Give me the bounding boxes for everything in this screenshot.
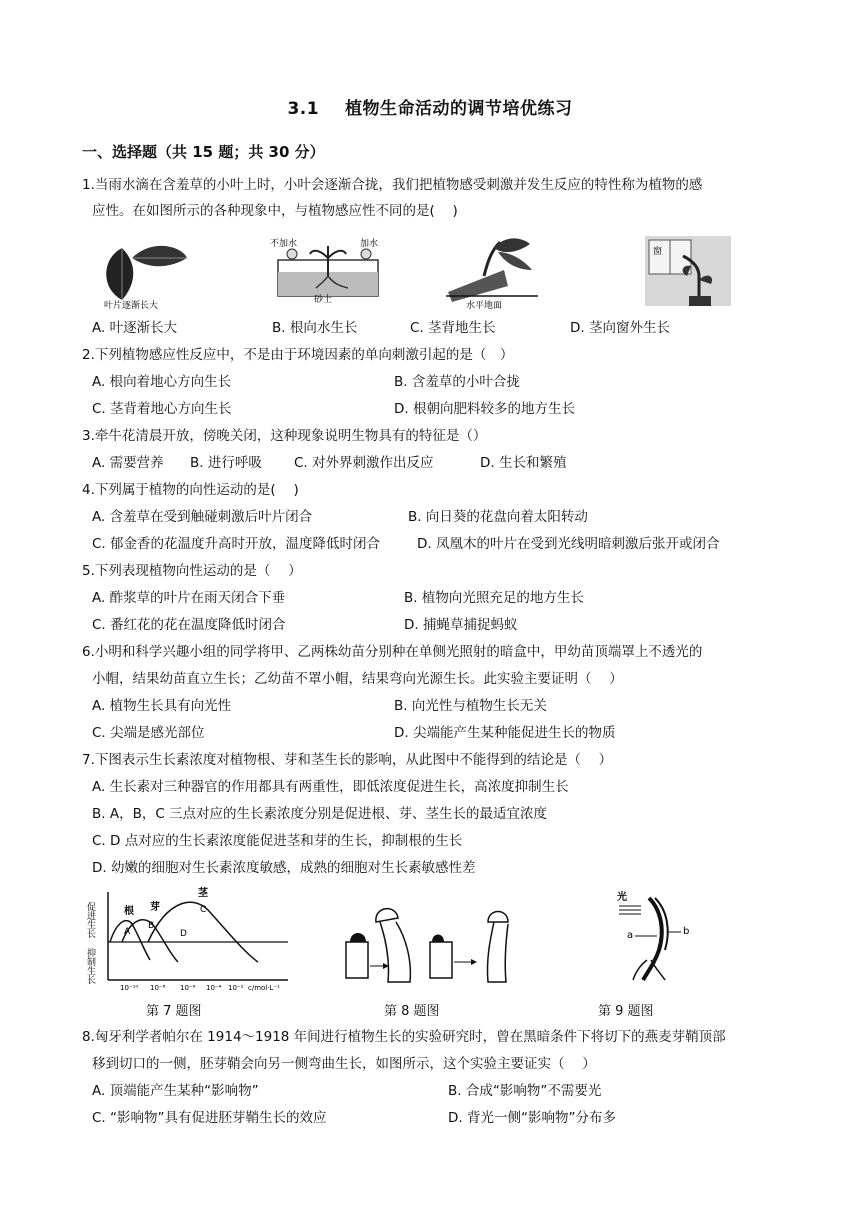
question-8-option-c[interactable]: C. “影响物”具有促进胚芽鞘生长的效应 <box>92 1110 327 1126</box>
question-6-line-1: 6.小明和科学兴趣小组的同学将甲、乙两株幼苗分别种在单侧光照射的暗盒中，甲幼苗顶端罩上不透光的 <box>82 644 703 660</box>
tick-unit: c/mol·L⁻¹ <box>248 984 280 992</box>
question-7-option-a[interactable]: A. 生长素对三种器官的作用都具有两重性，即低浓度促进生长，高浓度抑制生长 <box>92 779 569 795</box>
window-label: 窗 <box>653 247 663 257</box>
tick-1: 10⁻¹⁰ <box>120 984 139 992</box>
question-8-option-b[interactable]: B. 合成“影响物”不需要光 <box>448 1083 602 1099</box>
question-1-option-a[interactable]: A. 叶逐渐长大 <box>92 320 178 336</box>
y-label-promote: 促进生长 <box>85 902 95 938</box>
question-4-stem: 4.下列属于植物的向性运动的是( ) <box>82 482 299 498</box>
question-7-option-c[interactable]: C. D 点对应的生长素浓度能促进茎和芽的生长，抑制根的生长 <box>92 833 463 849</box>
label-b: b <box>683 926 690 937</box>
question-7-option-d[interactable]: D. 幼嫩的细胞对生长素浓度敏感，成熟的细胞对生长素敏感性差 <box>92 860 476 876</box>
question-4-option-d[interactable]: D. 凤凰木的叶片在受到光线明暗刺激后张开或闭合 <box>417 536 720 552</box>
question-2-option-b[interactable]: B. 含羞草的小叶合拢 <box>394 374 520 390</box>
question-8-line-2: 移到切口的一侧，胚芽鞘会向另一侧弯曲生长，如图所示，这个实验主要证实（ ） <box>92 1056 596 1072</box>
question-6-line-2: 小帽，结果幼苗直立生长；乙幼苗不罩小帽，结果弯向光源生长。此实验主要证明（ ） <box>92 671 623 687</box>
page-title: 3.1 植物生命活动的调节培优练习 <box>287 99 573 119</box>
question-4-option-c[interactable]: C. 郁金香的花温度升高时开放，温度降低时闭合 <box>92 536 381 552</box>
light-label: 光 <box>617 892 627 903</box>
sand-label: 砂土 <box>314 295 333 305</box>
stem-upward-image <box>444 230 540 311</box>
question-8-option-a[interactable]: A. 顶端能产生某种“影响物” <box>92 1083 259 1099</box>
tick-5: 10⁻² <box>228 984 244 992</box>
figure-9-caption: 第 9 题图 <box>598 1004 654 1019</box>
question-5-stem: 5.下列表现植物向性运动的是（ ） <box>82 563 302 579</box>
question-6-option-c[interactable]: C. 尖端是感光部位 <box>92 725 205 741</box>
question-3-stem: 3.牵牛花清晨开放，傍晚关闭，这种现象说明生物具有的特征是（） <box>82 428 487 444</box>
question-6-option-b[interactable]: B. 向光性与植物生长无关 <box>394 698 547 714</box>
question-7-stem: 7.下图表示生长素浓度对植物根、芽和茎生长的影响，从此图中不能得到的结论是（ ） <box>82 752 613 768</box>
question-5-option-b[interactable]: B. 植物向光照充足的地方生长 <box>404 590 584 606</box>
section-heading: 一、选择题（共 15 题；共 30 分） <box>82 143 325 161</box>
question-2-stem: 2.下列植物感应性反应中，不是由于环境因素的单向刺激引起的是（ ） <box>82 347 514 363</box>
figure-7-auxin-graph <box>85 888 296 992</box>
label-a: a <box>627 930 634 941</box>
question-4-option-a[interactable]: A. 含羞草在受到触碰刺激后叶片闭合 <box>92 509 313 525</box>
figure-8-caption: 第 8 题图 <box>384 1004 440 1019</box>
figure-8-coleoptile <box>340 900 510 984</box>
point-a: A <box>124 927 131 937</box>
question-6-option-a[interactable]: A. 植物生长具有向光性 <box>92 698 232 714</box>
point-b: B <box>148 921 155 931</box>
tick-3: 10⁻⁶ <box>180 984 196 992</box>
stem-window-image <box>645 236 731 306</box>
ground-label: 水平地面 <box>466 301 503 311</box>
question-3-option-c[interactable]: C. 对外界刺激作出反应 <box>294 455 434 471</box>
question-8-line-1: 8.匈牙利学者帕尔在 1914～1918 年间进行植物生长的实验研究时，曾在黑暗条件下将切下的燕麦芽鞘顶部 <box>82 1029 726 1045</box>
question-3-option-d[interactable]: D. 生长和繁殖 <box>480 455 567 471</box>
question-1-line-1: 1.当雨水滴在含羞草的小叶上时，小叶会逐渐合拢，我们把植物感受刺激并发生反应的特性称为植物的感 <box>82 177 703 193</box>
leaf-growth-image <box>92 228 192 310</box>
figure-9-phototropism <box>615 890 697 982</box>
question-1-option-d[interactable]: D. 茎向窗外生长 <box>570 320 670 336</box>
question-2-option-a[interactable]: A. 根向着地心方向生长 <box>92 374 232 390</box>
leaf-label: 叶片逐渐长大 <box>104 301 159 311</box>
question-4-option-b[interactable]: B. 向日葵的花盘向着太阳转动 <box>408 509 588 525</box>
question-5-option-d[interactable]: D. 捕蝇草捕捉蚂蚁 <box>404 617 518 633</box>
question-7-option-b[interactable]: B. A，B，C 三点对应的生长素浓度分别是促进根、芽、茎生长的最适宜浓度 <box>92 806 548 822</box>
y-label-inhibit: 抑制生长 <box>85 948 95 984</box>
question-6-option-d[interactable]: D. 尖端能产生某种能促进生长的物质 <box>394 725 616 741</box>
label-root: 根 <box>124 906 134 917</box>
figure-7-caption: 第 7 题图 <box>146 1004 202 1019</box>
question-1-option-c[interactable]: C. 茎背地生长 <box>410 320 496 336</box>
question-2-option-c[interactable]: C. 茎背着地心方向生长 <box>92 401 232 417</box>
tick-2: 10⁻⁸ <box>150 984 166 992</box>
point-c: C <box>200 905 207 915</box>
question-5-option-c[interactable]: C. 番红花的花在温度降低时闭合 <box>92 617 286 633</box>
question-5-option-a[interactable]: A. 酢浆草的叶片在雨天闭合下垂 <box>92 590 286 606</box>
add-water-label: 加水 <box>360 239 379 249</box>
question-1-option-b[interactable]: B. 根向水生长 <box>272 320 358 336</box>
question-8-option-d[interactable]: D. 背光一侧“影响物”分布多 <box>448 1110 616 1126</box>
label-bud: 芽 <box>150 902 160 913</box>
question-3-option-b[interactable]: B. 进行呼吸 <box>190 455 262 471</box>
question-3-option-a[interactable]: A. 需要营养 <box>92 455 164 471</box>
question-1-line-2: 应性。在如图所示的各种现象中，与植物感应性不同的是( ) <box>92 203 458 219</box>
root-water-image <box>268 236 388 304</box>
no-water-label: 不加水 <box>270 239 298 249</box>
label-stem: 茎 <box>198 888 208 899</box>
point-d: D <box>180 929 187 939</box>
question-2-option-d[interactable]: D. 根朝向肥料较多的地方生长 <box>394 401 575 417</box>
tick-4: 10⁻⁴ <box>206 984 222 992</box>
